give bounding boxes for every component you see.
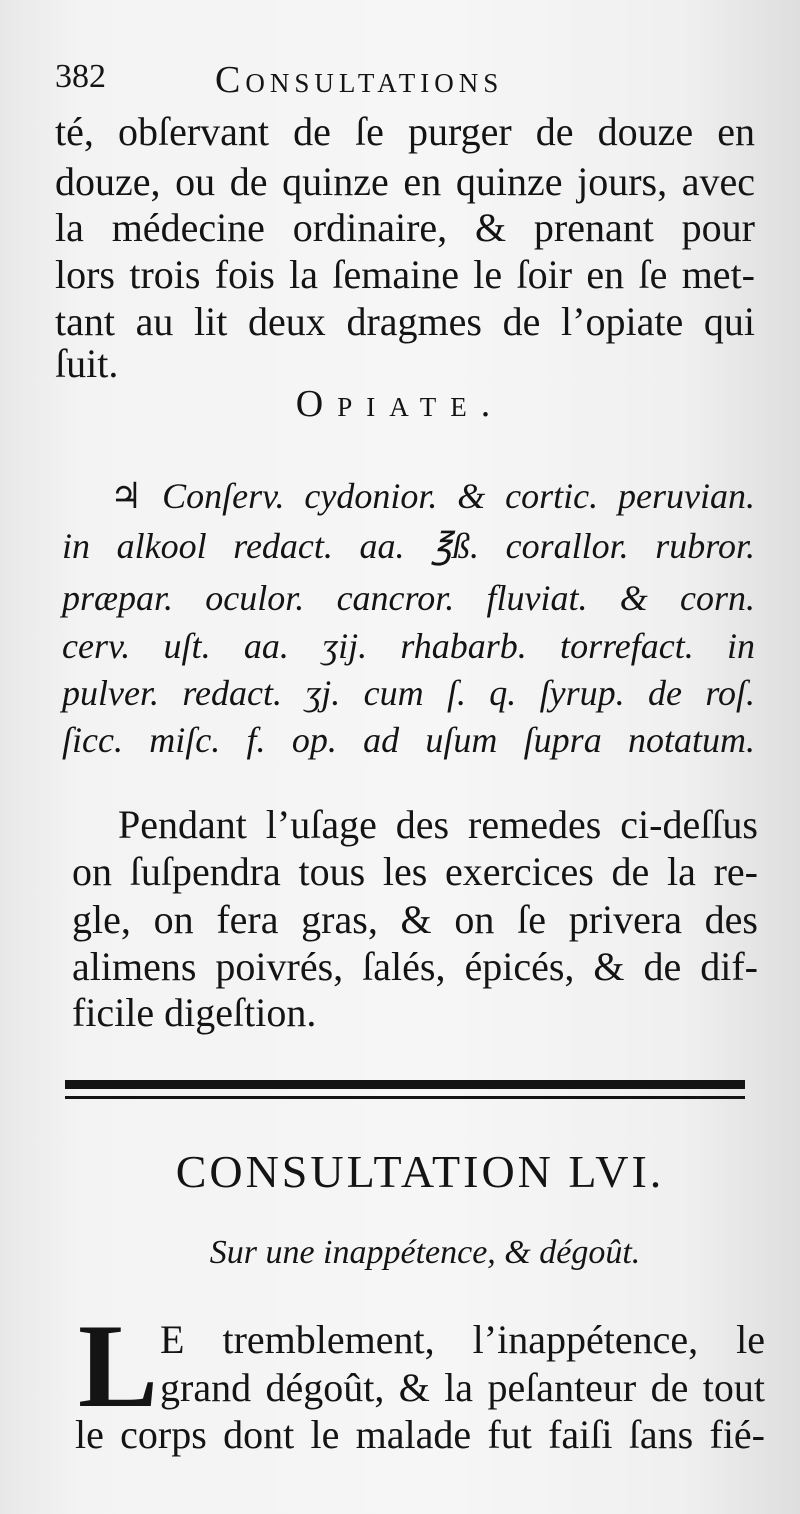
text-line: gle, on fera gras, & on ſe privera des — [72, 897, 758, 942]
consultation-title: CONSULTATION LVI. — [175, 1146, 665, 1197]
text-line: douze, ou de quinze en quinze jours, avec — [55, 159, 755, 204]
prescription-line: pulver. redact. ʒj. cum ſ. q. ſyrup. de roſ. — [62, 673, 755, 713]
page-number: 382 — [55, 58, 106, 95]
text-line: le corps dont le malade fut faiſi ſans fié- — [75, 1412, 765, 1457]
text-line: alimens poivrés, ſalés, épicés, & de dif- — [72, 944, 758, 989]
section-rule-thick — [65, 1080, 745, 1089]
text-line: lors trois fois la ſemaine le ſoir en ſe met- — [55, 252, 755, 297]
running-title: Consultations — [215, 59, 504, 101]
prescription-line: ♃ Conſerv. cydonior. & cortic. peruvian. — [110, 476, 755, 516]
prescription-line: præpar. oculor. cancror. fluviat. & corn. — [62, 578, 755, 618]
prescription-line: in alkool redact. aa. ℥ß. corallor. rubror. — [62, 526, 755, 566]
running-head — [55, 58, 675, 101]
text-line: ficile digeſtion. — [72, 990, 317, 1035]
text-line: Pendant l’uſage des remedes ci-deſſus — [118, 802, 758, 847]
consultation-subtitle: Sur une inappétence, & dégoût. — [209, 1234, 641, 1271]
text-line: la médecine ordinaire, & prenant pour — [55, 205, 755, 250]
section-rule-thin — [65, 1096, 745, 1099]
prescription-line: cerv. uſt. aa. ʒij. rhabarb. torrefact. in — [62, 626, 755, 666]
text-line: grand dégoût, & la peſanteur de tout — [160, 1365, 765, 1410]
text-line: on ſuſpendra tous les exercices de la re- — [72, 849, 758, 894]
text-line: ſuit. — [55, 341, 119, 386]
text-line: té, obſervant de ſe purger de douze en — [55, 109, 755, 154]
drop-cap: L — [78, 1299, 159, 1432]
text-line: E tremblement, l’inappétence, le — [160, 1317, 765, 1362]
opiate-heading: Opiate. — [295, 383, 505, 425]
text-line: tant au lit deux dragmes de l’opiate qui — [55, 299, 755, 344]
prescription-line: ſicc. miſc. f. op. ad uſum ſupra notatum. — [62, 720, 755, 760]
